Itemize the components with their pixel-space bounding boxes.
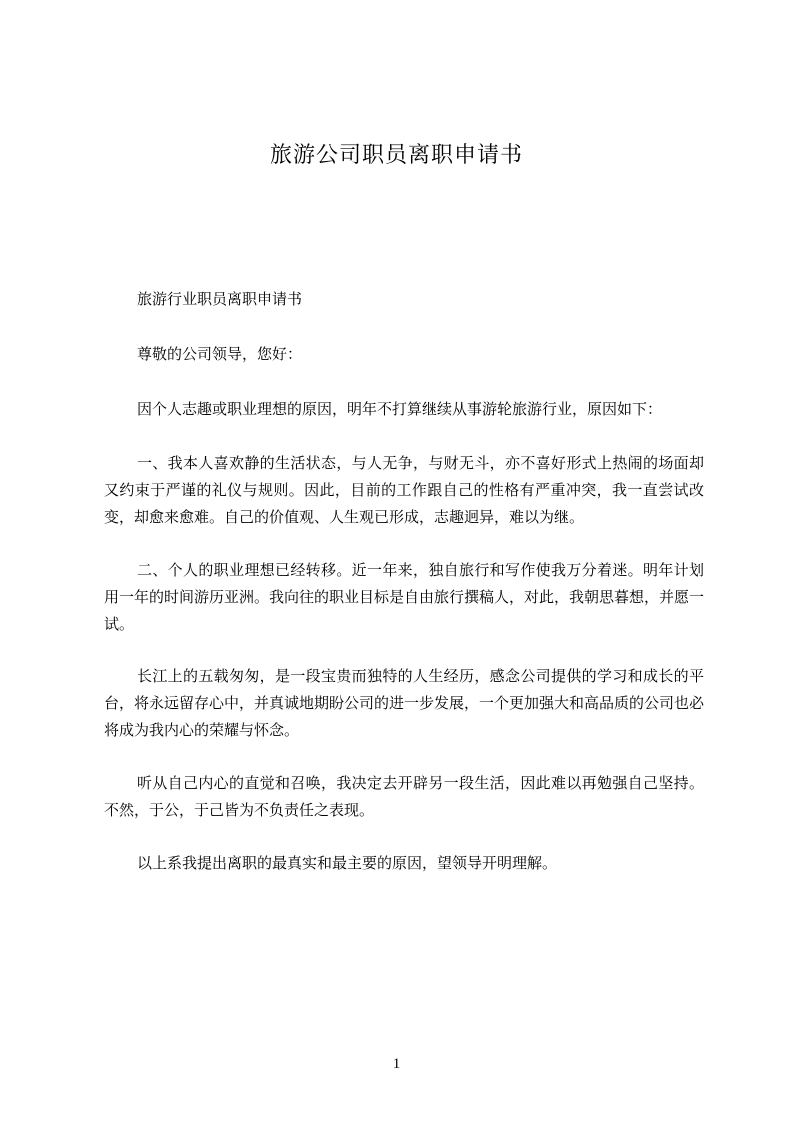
paragraph-reason-two: 二、个人的职业理想已经转移。近一年来，独自旅行和写作使我万分着迷。明年计划用一年的时间游历亚洲。我向往的职业目标是自由旅行撰稿人，对此，我朝思暮想，并愿一试。 <box>104 561 705 633</box>
paragraph-gratitude: 长江上的五载匆匆，是一段宝贵而独特的人生经历，感念公司提供的学习和成长的平台，将永远留存心中，并真诚地期盼公司的进一步发展，一个更加强大和高品质的公司也必将成为我内心的荣耀与怀念。 <box>104 667 705 739</box>
salutation: 尊敬的公司领导，您好： <box>137 345 303 363</box>
paragraph-decision: 听从自己内心的直觉和召唤，我决定去开辟另一段生活，因此难以再勉强自己坚持。不然，于公，于己皆为不负责任之表现。 <box>104 774 704 819</box>
subtitle: 旅游行业职员离职申请书 <box>137 290 303 308</box>
closing-paragraph: 以上系我提出离职的最真实和最主要的原因，望领导开明理解。 <box>137 854 558 872</box>
document-title: 旅游公司职员离职申请书 <box>269 143 523 168</box>
page-number: 1 <box>392 1056 401 1072</box>
paragraph-reason-one: 一、我本人喜欢静的生活状态，与人无争，与财无斗，亦不喜好形式上热闹的场面却又约束于严谨的礼仪与规则。因此，目前的工作跟自己的性格有严重冲突，我一直尝试改变，却愈来愈难。自己的价值观、人生观已形成，志趣迥异，难以为继。 <box>104 454 704 526</box>
intro-paragraph: 因个人志趣或职业理想的原因，明年不打算继续从事游轮旅游行业，原因如下： <box>137 400 663 418</box>
